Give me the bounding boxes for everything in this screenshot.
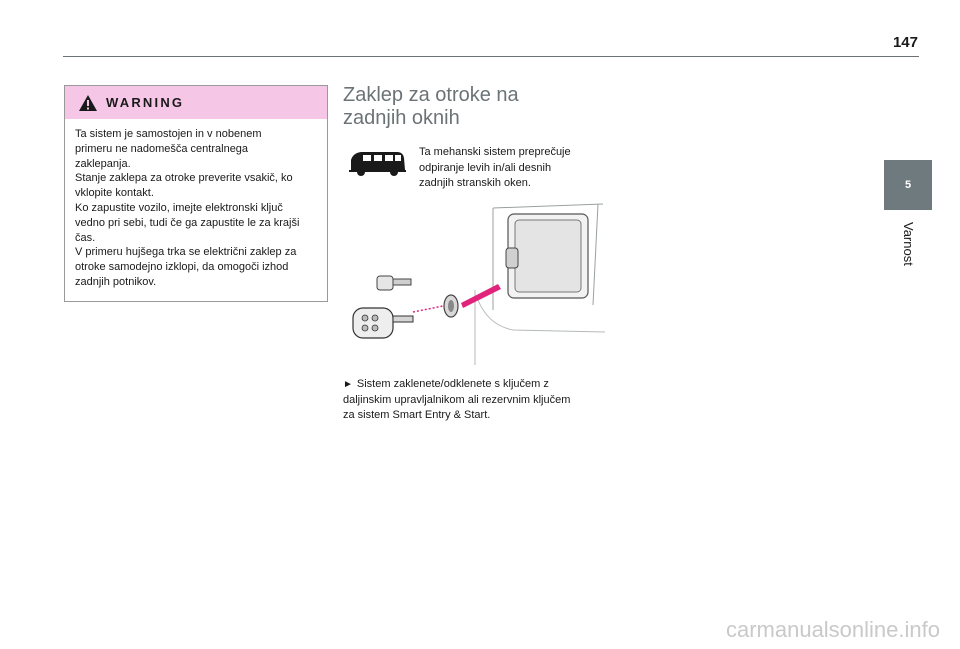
section-title-line: Zaklep za otroke na — [343, 84, 519, 106]
warning-header — [65, 86, 327, 119]
window-lock-illustration — [343, 200, 605, 368]
warning-line: vklopite kontakt. — [75, 187, 154, 200]
intro-line: zadnjih stranskih oken. — [419, 177, 531, 189]
chapter-label: Varnost — [901, 222, 916, 266]
warning-line: zaklepanja. — [75, 157, 131, 170]
warning-box — [64, 85, 328, 302]
intro-text — [419, 145, 604, 192]
warning-line: V primeru hujšega trka se električni zaklep za — [75, 246, 297, 259]
warning-line: otroke samodejno izklopi, da omogoči izhod — [75, 261, 289, 274]
instruction-line: daljinskim upravljalnikom ali rezervnim ključem — [343, 393, 571, 406]
warning-line: Ta sistem je samostojen in v nobenem — [75, 128, 262, 140]
instruction-step — [343, 377, 608, 424]
warning-line: čas. — [75, 231, 96, 244]
warning-title: WARNING — [106, 95, 185, 110]
header-divider — [63, 56, 919, 57]
direction-arrow — [461, 284, 501, 308]
window-latch — [506, 248, 518, 268]
warning-line: Stanje zaklepa za otroke preverite vsakič, ko — [75, 172, 293, 185]
warning-triangle-icon — [78, 94, 98, 112]
warning-line: Ko zapustite vozilo, imejte elektronski ključ — [75, 201, 283, 214]
warning-line: zadnjih potnikov. — [75, 275, 157, 288]
chapter-tab[interactable] — [884, 160, 932, 210]
intro-line: odpiranje levih in/ali desnih — [419, 161, 552, 174]
section-title-line: zadnjih oknih — [343, 107, 460, 129]
intro-line: Ta mehanski sistem preprečuje — [419, 146, 571, 158]
instruction-line: za sistem Smart Entry & Start. — [343, 409, 491, 422]
warning-text — [65, 119, 327, 290]
chapter-number: 5 — [904, 179, 912, 191]
warning-line: vedno pri sebi, tudi če ga zapustite le za krajši — [75, 216, 300, 229]
section-title — [343, 84, 583, 130]
page-number: 147 — [892, 34, 918, 51]
warning-line: primeru ne nadomešča centralnega — [75, 142, 249, 155]
van-icon — [347, 148, 407, 178]
bullet-arrow-icon: ► — [343, 379, 353, 390]
remote-key-icon — [353, 308, 413, 338]
watermark: carmanualsonline.info — [725, 617, 940, 642]
spare-key-icon — [377, 276, 411, 290]
instruction-line: Sistem zaklenete/odklenete s ključem z — [356, 378, 549, 390]
